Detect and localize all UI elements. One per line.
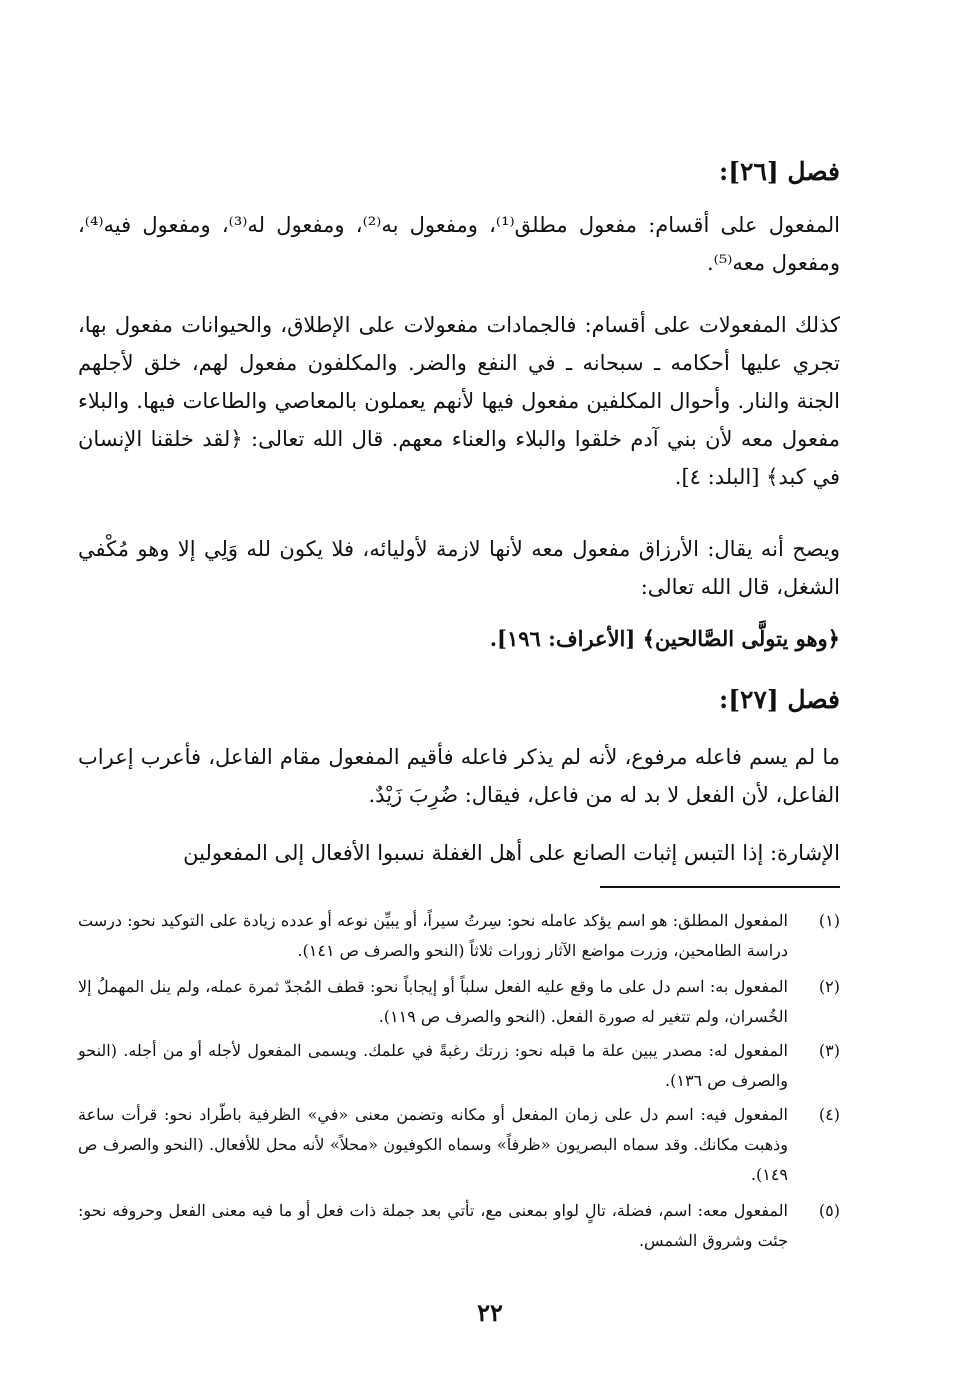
footnote-number: (٤) — [818, 1105, 840, 1124]
page-body — [78, 0, 840, 1376]
footnote-text: المفعول به: اسم دل على ما وقع عليه الفعل سلباً أو إيجاباً نحو: قطف المُجدّ ثمرة عمله، ولم ينل المهملُ إلا الخُسران، ولم تتغير له صورة الفعل. (النحو والصرف ص ١١٩). — [78, 977, 788, 1026]
footnote-5 — [78, 1196, 840, 1256]
footnote-text: المفعول المطلق: هو اسم يؤكد عامله نحو: سِرتُ سيراً، أو يبيِّن نوعه أو عدده زيادة على التوكيد نحو: درست دراسة الطامحين، وزرت مواضع الآثار زورات ثلاثاً (النحو والصرف ص ١٤١). — [78, 911, 788, 960]
paragraph-objects-explanation: كذلك المفعولات على أقسام: فالجمادات مفعولات على الإطلاق، والحيوانات مفعول بها، تجري عليها أحكامه ـ سبحانه ـ في النفع والضر. والمكلفون مفعول لهم، خلق لأجلهم الجنة والنار. وأحوال المكلفين مفعول فيها لأنهم يعملون بالمعاصي والطاعات فيها. والبلاء مفعول معه لأن بني آدم خلقوا والبلاء والعناء معهم. قال الله تعالى: ﴿لقد خلقنا الإنسان في كبد﴾ [البلد: ٤]. — [78, 313, 840, 489]
footnote-number: (٣) — [818, 1041, 840, 1060]
paragraph-indication: الإشارة: إذا التبس إثبات الصانع على أهل الغفلة نسبوا الأفعال إلى المفعولين — [183, 841, 840, 865]
footnote-number: (٢) — [818, 977, 840, 996]
footnote-text: المفعول فيه: اسم دل على زمان المفعل أو مكانه وتضمن معنى «في» الظرفية باطّراد نحو: قرأت ساعة وذهبت مكانك. وقد سماه البصريون «ظرفاً» وسماه الكوفيون «محلاً» لأنه محل للأفعال. (النحو والصرف ص ١٤٩). — [78, 1105, 788, 1184]
quran-quote: ﴿وهو يتولَّى الصَّالحين﴾ [الأعراف: ١٩٦]. — [489, 626, 840, 651]
paragraph-passive-subject: ما لم يسم فاعله مرفوع، لأنه لم يذكر فاعله فأقيم المفعول مقام الفاعل، فأعرب إعراب الفاعل، لأن الفعل لا بد له من فاعل، فيقال: ضُرِبَ زَيْدٌ. — [78, 745, 840, 807]
footnote-4 — [78, 1100, 840, 1190]
footnote-number: (١) — [818, 911, 840, 930]
footnote-text: المفعول له: مصدر يبين علة ما قبله نحو: زرتك رغبةً في علمك. ويسمى المفعول لأجله أو من أجله. (النحو والصرف ص ١٣٦). — [78, 1041, 789, 1090]
footnote-3 — [78, 1036, 840, 1096]
section-heading-26: فصل [٢٦]: — [718, 157, 840, 186]
paragraph-provisions: ويصح أنه يقال: الأرزاق مفعول معه لأنها لازمة لأوليائه، فلا يكون لله وَلِي إلا وهو مُكْفي الشغل، قال الله تعالى: — [78, 537, 840, 599]
footnote-number: (٥) — [818, 1201, 840, 1220]
footnote-2 — [78, 972, 840, 1032]
footnote-1 — [78, 906, 840, 966]
page-number: ٢٢ — [477, 1298, 503, 1327]
section-heading-27: فصل [٢٧]: — [718, 685, 840, 714]
footnote-text: المفعول معه: اسم، فضلة، تالٍ لواو بمعنى مع، تأتي بعد جملة ذات فعل أو ما فيه معنى الفعل وحروفه نحو: جئت وشروق الشمس. — [78, 1201, 788, 1250]
footnote-divider — [600, 886, 840, 888]
paragraph-object-types: المفعول على أقسام: مفعول مطلق⁽¹⁾، ومفعول به⁽²⁾، ومفعول له⁽³⁾، ومفعول فيه⁽⁴⁾، ومفعول معه⁽⁵⁾. — [78, 213, 840, 275]
